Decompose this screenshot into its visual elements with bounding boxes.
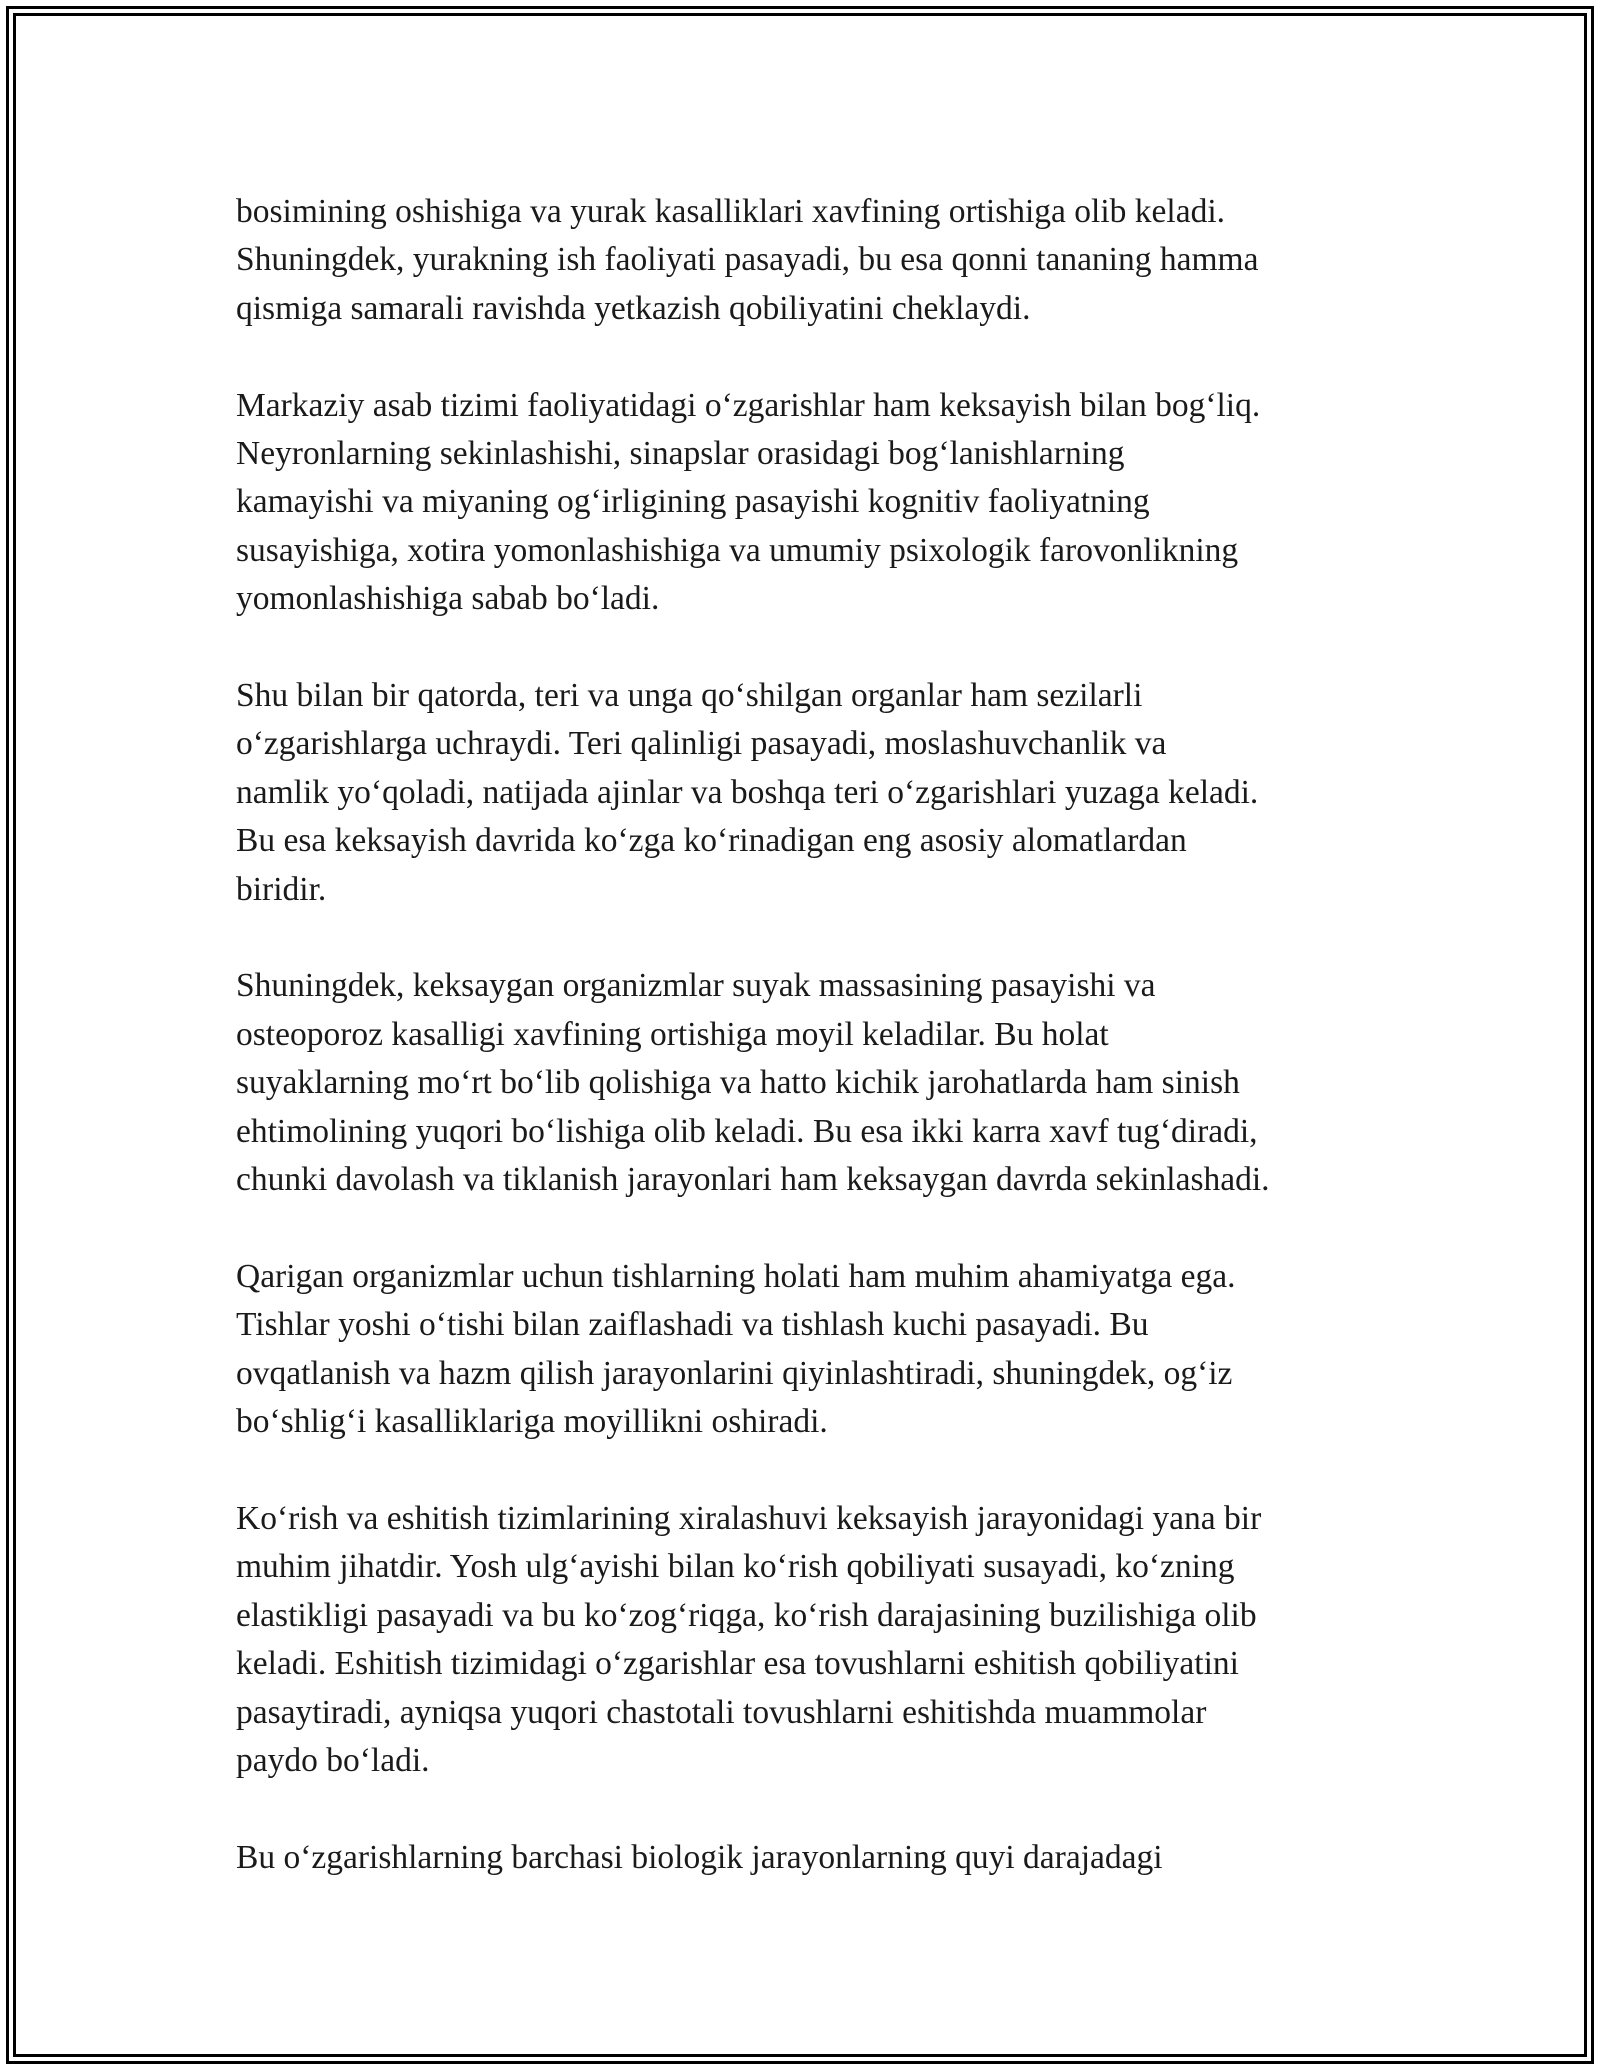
paragraph-1 [236,188,1386,333]
text-line: ehtimolining yuqori bo‘lishiga olib keladi. Bu esa ikki karra xavf tug‘diradi, [236,1112,1258,1150]
text-line: keladi. Eshitish tizimidagi o‘zgarishlar esa tovushlarni eshitish qobiliyatini [236,1645,1239,1683]
text-line: suyaklarning mo‘rt bo‘lib qolishiga va hatto kichik jarohatlarda ham sinish [236,1064,1240,1102]
text-line: Markaziy asab tizimi faoliyatidagi o‘zgarishlar ham keksayish bilan bog‘liq. [236,386,1261,424]
text-line: biridir. [236,870,327,908]
text-line: Tishlar yoshi o‘tishi bilan zaiflashadi va tishlash kuchi pasayadi. Bu [236,1306,1149,1344]
text-line: Qarigan organizmlar uchun tishlarning holati ham muhim ahamiyatga ega. [236,1257,1236,1295]
paragraph-5 [236,1253,1386,1447]
text-line: osteoporoz kasalligi xavfining ortishiga moyil keladilar. Bu holat [236,1015,1109,1053]
text-line: chunki davolash va tiklanish jarayonlari ham keksaygan davrda sekinlashadi. [236,1161,1270,1199]
text-line: bo‘shlig‘i kasalliklariga moyillikni oshiradi. [236,1403,828,1441]
text-line: o‘zgarishlarga uchraydi. Teri qalinligi pasayadi, moslashuvchanlik va [236,725,1167,763]
text-line: qismiga samarali ravishda yetkazish qobiliyatini cheklaydi. [236,289,1031,327]
text-line: yomonlashishiga sabab bo‘ladi. [236,580,660,618]
text-line: kamayishi va miyaning og‘irligining pasayishi kognitiv faoliyatning [236,483,1150,521]
text-line: Neyronlarning sekinlashishi, sinapslar orasidagi bog‘lanishlarning [236,435,1125,473]
text-line: Shu bilan bir qatorda, teri va unga qo‘shilgan organlar ham sezilarli [236,677,1143,715]
text-line: elastikligi pasayadi va bu ko‘zog‘riqga, ko‘rish darajasining buzilishiga olib [236,1596,1257,1634]
paragraph-4 [236,962,1386,1204]
paragraph-6 [236,1495,1386,1785]
text-line: paydo bo‘ladi. [236,1741,430,1779]
text-line: muhim jihatdir. Yosh ulg‘ayishi bilan ko‘rish qobiliyati susayadi, ko‘zning [236,1548,1235,1586]
document-body [236,188,1386,1931]
text-line: ovqatlanish va hazm qilish jarayonlarini qiyinlashtiradi, shuningdek, og‘iz [236,1354,1233,1392]
text-line: Shuningdek, yurakning ish faoliyati pasayadi, bu esa qonni tananing hamma [236,241,1259,279]
text-line: pasaytiradi, ayniqsa yuqori chastotali tovushlarni eshitishda muammolar [236,1693,1207,1731]
text-line: bosimining oshishiga va yurak kasalliklari xavfining ortishiga olib keladi. [236,193,1226,230]
text-line: namlik yo‘qoladi, natijada ajinlar va boshqa teri o‘zgarishlari yuzaga keladi. [236,773,1259,811]
text-line: Ko‘rish va eshitish tizimlarining xiralashuvi keksayish jarayonidagi yana bir [236,1499,1262,1537]
paragraph-7 [236,1834,1386,1882]
paragraph-2 [236,382,1386,624]
text-line: Bu o‘zgarishlarning barchasi biologik jarayonlarning quyi darajadagi [236,1838,1163,1876]
paragraph-3 [236,672,1386,914]
text-line: susayishiga, xotira yomonlashishiga va umumiy psixologik farovonlikning [236,531,1239,569]
text-line: Bu esa keksayish davrida ko‘zga ko‘rinadigan eng asosiy alomatlardan [236,822,1187,860]
text-line: Shuningdek, keksaygan organizmlar suyak massasining pasayishi va [236,967,1156,1005]
